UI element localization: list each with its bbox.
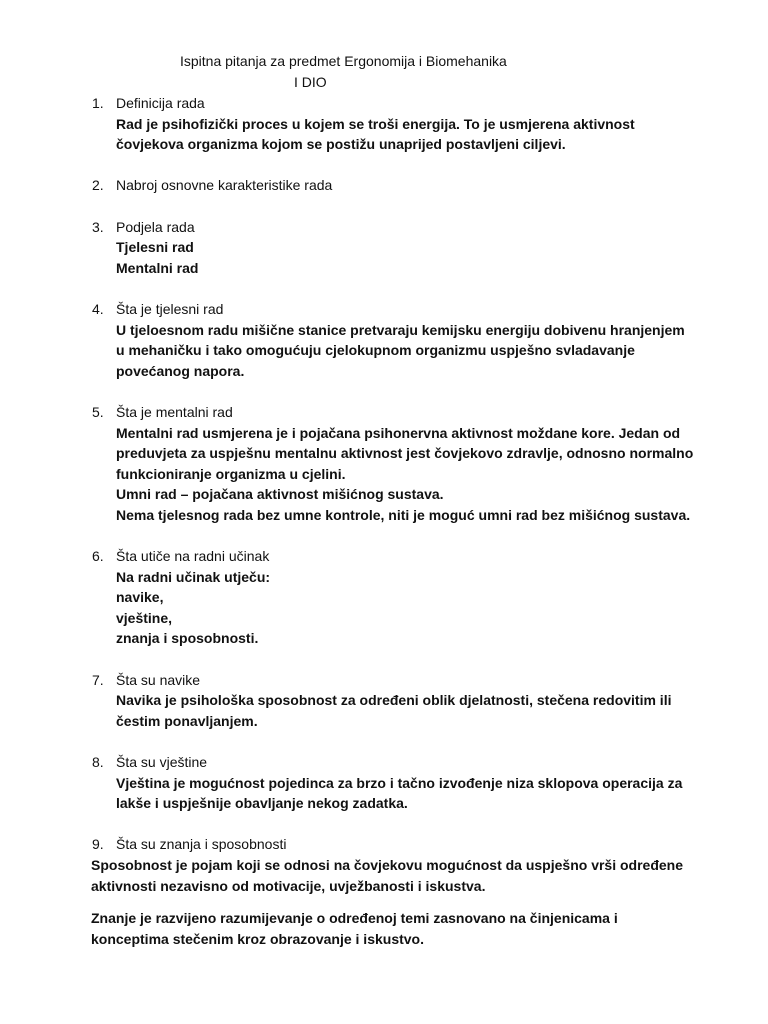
spacer	[0, 381, 768, 402]
question-item	[0, 752, 768, 814]
spacer	[0, 196, 768, 217]
paragraph-line: Znanje je razvijeno razumijevanje o određenoj temi zasnovano na činjenicama i	[91, 910, 618, 927]
answer-line: Mentalni rad usmjerena je i pojačana psihonervna aktivnost moždane kore. Jedan od	[116, 424, 681, 441]
question-item	[0, 217, 768, 279]
question-number: 2.	[92, 177, 104, 194]
question-number: 8.	[92, 754, 104, 770]
question-item	[0, 546, 768, 649]
question-number: 1.	[92, 95, 104, 111]
question-number: 6.	[92, 548, 104, 565]
answer-line: U tjeloesnom radu mišične stanice pretvaraju kemijsku energiju dobivenu hranjenjem	[116, 321, 685, 338]
question-item	[0, 402, 768, 526]
question-text: Šta utiče na radni učinak	[116, 548, 270, 565]
question-text: Podjela rada	[116, 218, 195, 235]
question-item	[0, 175, 768, 196]
answer-line: vještine,	[116, 609, 173, 626]
answer-line: čovjekova organizma kojom se postižu unaprijed postavljeni ciljevi.	[116, 136, 566, 153]
spacer	[0, 731, 768, 752]
answer-line: Umni rad – pojačana aktivnost mišićnog sustava.	[116, 486, 444, 503]
answer-line: preduvjeta za uspješnu mentalnu aktivnost jest čovjekovo zdravlje, odnosno normalno	[116, 445, 694, 462]
paragraph-line: aktivnosti nezavisno od motivacije, uvježbanosti i iskustva.	[91, 877, 486, 894]
answer-line: Na radni učinak utječu:	[116, 568, 271, 585]
question-item	[0, 93, 768, 155]
question-text: Šta su navike	[116, 671, 201, 688]
spacer	[0, 649, 768, 670]
question-number: 5.	[92, 403, 104, 420]
answer-line: Nema tjelesnog rada bez umne kontrole, niti je moguć umni rad bez mišićnog sustava.	[116, 506, 691, 523]
question-item	[0, 299, 768, 381]
spacer	[0, 814, 768, 835]
document-title: Ispitna pitanja za predmet Ergonomija i Biomehanika	[180, 53, 507, 69]
answer-line: Mentalni rad	[116, 259, 199, 276]
question-text: Definicija rada	[116, 95, 205, 111]
answer-line: Tjelesni rad	[116, 239, 194, 256]
paragraph-line: konceptima stečenim kroz obrazovanje i iskustvo.	[91, 930, 424, 947]
answer-line: povećanog napora.	[116, 362, 245, 379]
question-text: Šta su vještine	[116, 754, 208, 770]
closing-paragraph2	[0, 908, 768, 949]
question-text: Nabroj osnovne karakteristike rada	[116, 177, 333, 194]
question-number: 3.	[92, 218, 104, 235]
answer-line: u mehaničku i tako omogućuju cjelokupnom organizmu uspješno svladavanje	[116, 342, 635, 359]
question-text: Šta su znanja i sposobnosti	[116, 836, 287, 853]
question-number: 9.	[92, 836, 104, 853]
spacer	[0, 155, 768, 176]
answer-line: lakše i uspješnije obavljanje nekog zadatka.	[116, 795, 408, 812]
question-item	[0, 834, 768, 855]
spacer	[0, 278, 768, 299]
question-list	[0, 93, 768, 949]
question-number: 4.	[92, 300, 104, 317]
answer-line: navike,	[116, 589, 164, 606]
answer-line: Navika je psihološka sposobnost za određeni oblik djelatnosti, stečena redovitim ili	[116, 692, 672, 709]
spacer	[0, 896, 768, 908]
answer-line: znanja i sposobnosti.	[116, 630, 259, 647]
question-number: 7.	[92, 671, 104, 688]
answer-line: čestim ponavljanjem.	[116, 712, 258, 729]
spacer	[0, 525, 768, 546]
question-text: Šta je tjelesni rad	[116, 300, 224, 317]
answer-line: Vještina je mogućnost pojedinca za brzo i tačno izvođenje niza sklopova operacija za	[116, 774, 683, 791]
paragraph-line: Sposobnost je pojam koji se odnosi na čovjekovu mogućnost da uspješno vrši određene	[91, 856, 684, 873]
answer-line: funkcioniranje organizma u cjelini.	[116, 465, 346, 482]
question-item	[0, 670, 768, 732]
document-subtitle: I DIO	[294, 74, 327, 90]
question-text: Šta je mentalni rad	[116, 403, 233, 420]
closing-paragraph1	[0, 855, 768, 896]
answer-line: Rad je psihofizički proces u kojem se troši energija. To je usmjerena aktivnost	[116, 115, 635, 132]
